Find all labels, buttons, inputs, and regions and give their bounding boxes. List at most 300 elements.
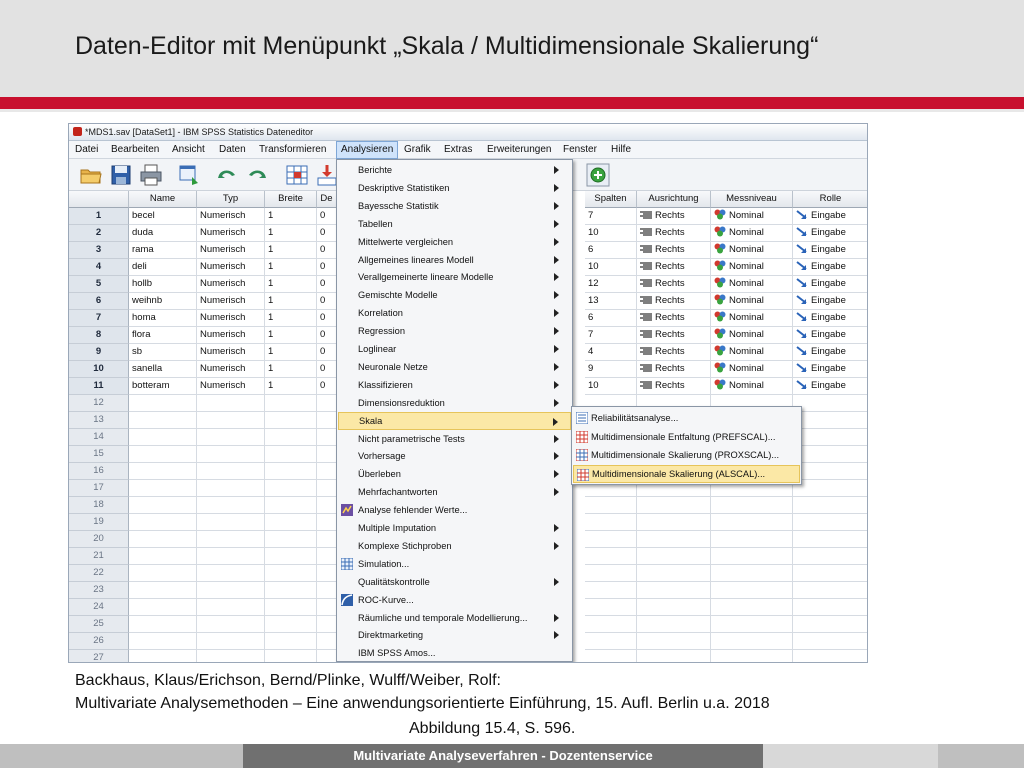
cell-spalten[interactable]: 7	[585, 327, 637, 344]
footer-right-segment	[763, 744, 938, 768]
menu-item-bayessche-statistik[interactable]	[338, 197, 571, 215]
empty-cell[interactable]	[197, 446, 265, 463]
menu-item-direktmarketing[interactable]	[338, 626, 571, 644]
empty-cell[interactable]	[317, 582, 337, 599]
cell-spalten[interactable]: 6	[585, 242, 637, 259]
empty-cell[interactable]	[793, 633, 868, 650]
empty-cell[interactable]	[265, 395, 317, 412]
row-number[interactable]: 19	[69, 514, 129, 531]
empty-cell[interactable]	[637, 633, 711, 650]
empty-cell[interactable]	[197, 463, 265, 480]
cell-messniveau[interactable]	[711, 225, 793, 242]
row-number[interactable]: 7	[69, 310, 129, 327]
cell-breite[interactable]: 1	[265, 208, 317, 225]
empty-cell[interactable]	[793, 616, 868, 633]
cell-spalten[interactable]: 13	[585, 293, 637, 310]
menu-item-deskriptive-statistiken[interactable]	[338, 179, 571, 197]
empty-cell[interactable]	[637, 514, 711, 531]
empty-cell[interactable]	[793, 497, 868, 514]
menu-grafik[interactable]: Grafik	[404, 144, 431, 155]
empty-cell[interactable]	[265, 514, 317, 531]
empty-cell[interactable]	[637, 531, 711, 548]
empty-cell[interactable]	[711, 565, 793, 582]
cell-breite[interactable]: 1	[265, 242, 317, 259]
empty-cell[interactable]	[585, 514, 637, 531]
empty-cell[interactable]	[265, 412, 317, 429]
row-number[interactable]: 22	[69, 565, 129, 582]
cell-spalten[interactable]: 10	[585, 225, 637, 242]
row-number[interactable]: 13	[69, 412, 129, 429]
empty-cell[interactable]	[197, 633, 265, 650]
empty-cell[interactable]	[265, 446, 317, 463]
cell-typ[interactable]: Numerisch	[197, 242, 265, 259]
menu-item-skala[interactable]	[338, 412, 571, 430]
row-number[interactable]: 9	[69, 344, 129, 361]
cell-spalten[interactable]: 7	[585, 208, 637, 225]
empty-cell[interactable]	[265, 582, 317, 599]
cell-messniveau[interactable]	[711, 293, 793, 310]
cell-rolle[interactable]	[793, 259, 868, 276]
empty-cell[interactable]	[317, 480, 337, 497]
cell-spalten[interactable]: 10	[585, 259, 637, 276]
column-header-messniveau[interactable]: Messniveau	[711, 191, 793, 208]
empty-cell[interactable]	[711, 582, 793, 599]
empty-cell[interactable]	[197, 514, 265, 531]
cell-name[interactable]: weihnb	[129, 293, 197, 310]
empty-cell[interactable]	[637, 599, 711, 616]
empty-cell[interactable]	[317, 429, 337, 446]
save-icon[interactable]	[109, 163, 133, 187]
cell-spalten[interactable]: 12	[585, 276, 637, 293]
undo-icon[interactable]	[215, 163, 239, 187]
row-number[interactable]: 3	[69, 242, 129, 259]
empty-cell[interactable]	[711, 616, 793, 633]
footer-end-segment	[938, 744, 1024, 768]
row-number[interactable]: 15	[69, 446, 129, 463]
cell-typ[interactable]: Numerisch	[197, 378, 265, 395]
empty-cell[interactable]	[637, 582, 711, 599]
empty-cell[interactable]	[197, 480, 265, 497]
empty-cell[interactable]	[129, 412, 197, 429]
cell-messniveau[interactable]	[711, 242, 793, 259]
empty-cell[interactable]	[793, 412, 868, 429]
cell-typ[interactable]: Numerisch	[197, 276, 265, 293]
cell-messniveau[interactable]	[711, 259, 793, 276]
empty-cell[interactable]	[197, 548, 265, 565]
empty-cell[interactable]	[317, 650, 337, 663]
menu-item-allgemeines-lineares-modell[interactable]	[338, 251, 571, 269]
empty-cell[interactable]	[793, 531, 868, 548]
empty-cell[interactable]	[711, 514, 793, 531]
empty-cell[interactable]	[197, 412, 265, 429]
menu-item-korrelation[interactable]	[338, 304, 571, 322]
cell-ausrichtung[interactable]	[637, 344, 711, 361]
empty-cell[interactable]	[197, 650, 265, 663]
submenu-arrow-icon	[554, 524, 559, 532]
row-number[interactable]: 2	[69, 225, 129, 242]
cell-ausrichtung[interactable]	[637, 225, 711, 242]
menu-datei[interactable]: Datei	[75, 144, 99, 155]
menu-item-berichte[interactable]	[338, 161, 571, 179]
empty-cell[interactable]	[793, 429, 868, 446]
menu-daten[interactable]: Daten	[219, 144, 246, 155]
empty-cell[interactable]	[129, 582, 197, 599]
cell-typ[interactable]: Numerisch	[197, 259, 265, 276]
cell-rolle[interactable]	[793, 293, 868, 310]
row-number[interactable]: 4	[69, 259, 129, 276]
submenu-item-3[interactable]	[573, 446, 800, 464]
empty-cell[interactable]	[197, 395, 265, 412]
empty-cell[interactable]	[129, 650, 197, 663]
ausrichtung-value: Rechts	[655, 278, 685, 289]
empty-cell[interactable]	[585, 616, 637, 633]
cell-name[interactable]: flora	[129, 327, 197, 344]
empty-cell[interactable]	[265, 480, 317, 497]
empty-cell[interactable]	[585, 497, 637, 514]
menu-hilfe[interactable]: Hilfe	[611, 144, 632, 155]
empty-cell[interactable]	[129, 497, 197, 514]
empty-cell[interactable]	[793, 395, 868, 412]
empty-cell[interactable]	[585, 565, 637, 582]
print-icon[interactable]	[139, 163, 163, 187]
row-number[interactable]: 1	[69, 208, 129, 225]
menu-erweiterungen[interactable]: Erweiterungen	[487, 144, 552, 155]
cell-dezimalstellen[interactable]: 0	[317, 293, 337, 310]
menu-item-vorhersage[interactable]	[338, 447, 571, 465]
empty-cell[interactable]	[265, 429, 317, 446]
empty-cell[interactable]	[129, 565, 197, 582]
empty-cell[interactable]	[317, 633, 337, 650]
cell-name[interactable]: sanella	[129, 361, 197, 378]
dialog-recall-icon[interactable]	[177, 163, 201, 187]
cell-breite[interactable]: 1	[265, 310, 317, 327]
empty-cell[interactable]	[265, 633, 317, 650]
menu-item-überleben[interactable]	[338, 465, 571, 483]
row-number[interactable]: 24	[69, 599, 129, 616]
cell-name[interactable]: rama	[129, 242, 197, 259]
menu-item-mittelwerte-vergleichen[interactable]	[338, 233, 571, 251]
cell-typ[interactable]: Numerisch	[197, 225, 265, 242]
row-number[interactable]: 17	[69, 480, 129, 497]
cell-name[interactable]: hollb	[129, 276, 197, 293]
menu-item-nicht-parametrische-tests[interactable]	[338, 430, 571, 448]
menu-item-neuronale-netze[interactable]	[338, 358, 571, 376]
empty-cell[interactable]	[197, 531, 265, 548]
column-header-rolle[interactable]: Rolle	[793, 191, 868, 208]
cell-typ[interactable]: Numerisch	[197, 327, 265, 344]
cell-dezimalstellen[interactable]: 0	[317, 378, 337, 395]
menu-item-qualitätskontrolle[interactable]	[338, 573, 571, 591]
cell-ausrichtung[interactable]	[637, 208, 711, 225]
submenu-arrow-icon	[554, 578, 559, 586]
empty-cell[interactable]	[129, 446, 197, 463]
menu-item-roc-kurve[interactable]	[338, 591, 571, 609]
column-header-ausrichtung[interactable]: Ausrichtung	[637, 191, 711, 208]
empty-cell[interactable]	[129, 463, 197, 480]
empty-cell[interactable]	[129, 480, 197, 497]
cell-ausrichtung[interactable]	[637, 276, 711, 293]
empty-cell[interactable]	[317, 565, 337, 582]
empty-cell[interactable]	[129, 514, 197, 531]
menu-item-mehrfachantworten[interactable]	[338, 483, 571, 501]
row-number[interactable]: 27	[69, 650, 129, 663]
empty-cell[interactable]	[585, 548, 637, 565]
empty-cell[interactable]	[793, 446, 868, 463]
row-number[interactable]: 21	[69, 548, 129, 565]
empty-cell[interactable]	[129, 633, 197, 650]
column-header-breite[interactable]: Breite	[265, 191, 317, 208]
empty-cell[interactable]	[129, 395, 197, 412]
empty-cell[interactable]	[585, 582, 637, 599]
empty-cell[interactable]	[793, 650, 868, 663]
align-right-icon	[640, 245, 652, 254]
goto-case-icon[interactable]	[285, 163, 309, 187]
row-number[interactable]: 14	[69, 429, 129, 446]
cell-messniveau[interactable]	[711, 344, 793, 361]
empty-cell[interactable]	[317, 446, 337, 463]
row-number[interactable]: 6	[69, 293, 129, 310]
empty-cell[interactable]	[197, 497, 265, 514]
empty-cell[interactable]	[585, 531, 637, 548]
cell-breite[interactable]: 1	[265, 276, 317, 293]
empty-cell[interactable]	[265, 565, 317, 582]
column-header-typ[interactable]: Typ	[197, 191, 265, 208]
row-number[interactable]: 11	[69, 378, 129, 395]
cell-breite[interactable]: 1	[265, 293, 317, 310]
cell-dezimalstellen[interactable]: 0	[317, 276, 337, 293]
empty-cell[interactable]	[711, 650, 793, 663]
menu-item-regression[interactable]	[338, 322, 571, 340]
empty-cell[interactable]	[317, 616, 337, 633]
cell-messniveau[interactable]	[711, 361, 793, 378]
row-number[interactable]: 12	[69, 395, 129, 412]
cell-spalten[interactable]: 6	[585, 310, 637, 327]
row-number[interactable]: 23	[69, 582, 129, 599]
add-icon[interactable]	[586, 163, 610, 187]
empty-cell[interactable]	[793, 463, 868, 480]
row-number[interactable]: 26	[69, 633, 129, 650]
menu-item-räumliche-und-temporale-modellierung[interactable]	[338, 609, 571, 627]
cell-typ[interactable]: Numerisch	[197, 208, 265, 225]
cell-rolle[interactable]	[793, 378, 868, 395]
cell-ausrichtung[interactable]	[637, 378, 711, 395]
cell-rolle[interactable]	[793, 344, 868, 361]
cell-dezimalstellen[interactable]: 0	[317, 208, 337, 225]
cell-spalten[interactable]: 4	[585, 344, 637, 361]
empty-cell[interactable]	[711, 633, 793, 650]
empty-cell[interactable]	[637, 497, 711, 514]
cell-dezimalstellen[interactable]: 0	[317, 327, 337, 344]
cell-rolle[interactable]	[793, 225, 868, 242]
submenu-item-4[interactable]	[573, 465, 800, 483]
window-titlebar[interactable]	[69, 124, 868, 141]
menu-transformieren[interactable]: Transformieren	[259, 144, 327, 155]
empty-cell[interactable]	[637, 565, 711, 582]
empty-cell[interactable]	[317, 548, 337, 565]
cell-messniveau[interactable]	[711, 327, 793, 344]
empty-cell[interactable]	[793, 599, 868, 616]
menu-fenster[interactable]: Fenster	[563, 144, 597, 155]
cell-name[interactable]: duda	[129, 225, 197, 242]
open-icon[interactable]	[79, 163, 103, 187]
redo-icon[interactable]	[245, 163, 269, 187]
empty-cell[interactable]	[129, 531, 197, 548]
cell-ausrichtung[interactable]	[637, 293, 711, 310]
cell-spalten[interactable]: 10	[585, 378, 637, 395]
empty-cell[interactable]	[197, 599, 265, 616]
menu-item-analyse-fehlender-werte[interactable]	[338, 501, 571, 519]
empty-cell[interactable]	[317, 531, 337, 548]
empty-cell[interactable]	[793, 514, 868, 531]
empty-cell[interactable]	[793, 548, 868, 565]
row-number[interactable]: 25	[69, 616, 129, 633]
submenu-arrow-icon	[554, 256, 559, 264]
cell-typ[interactable]: Numerisch	[197, 361, 265, 378]
empty-cell[interactable]	[197, 565, 265, 582]
empty-cell[interactable]	[317, 599, 337, 616]
cell-ausrichtung[interactable]	[637, 242, 711, 259]
cell-name[interactable]: deli	[129, 259, 197, 276]
cell-rolle[interactable]	[793, 361, 868, 378]
row-number[interactable]: 16	[69, 463, 129, 480]
menu-item-gemischte-modelle[interactable]	[338, 286, 571, 304]
cell-ausrichtung[interactable]	[637, 361, 711, 378]
empty-cell[interactable]	[317, 497, 337, 514]
column-header-name[interactable]: Name	[129, 191, 197, 208]
empty-cell[interactable]	[793, 582, 868, 599]
cell-breite[interactable]: 1	[265, 361, 317, 378]
cell-breite[interactable]: 1	[265, 344, 317, 361]
empty-cell[interactable]	[197, 429, 265, 446]
cell-messniveau[interactable]	[711, 378, 793, 395]
cell-typ[interactable]: Numerisch	[197, 344, 265, 361]
cell-rolle[interactable]	[793, 208, 868, 225]
window-title: *MDS1.sav [DataSet1] - IBM SPSS Statistics Dateneditor	[85, 127, 314, 137]
empty-cell[interactable]	[711, 548, 793, 565]
accent-bar-shadow	[0, 109, 1024, 112]
empty-cell[interactable]	[317, 395, 337, 412]
menu-bearbeiten[interactable]: Bearbeiten	[111, 144, 160, 155]
empty-cell[interactable]	[129, 616, 197, 633]
menu-item-simulation[interactable]	[338, 555, 571, 573]
empty-cell[interactable]	[711, 531, 793, 548]
empty-cell[interactable]	[793, 480, 868, 497]
empty-cell[interactable]	[129, 548, 197, 565]
menu-item-tabellen[interactable]	[338, 215, 571, 233]
cell-dezimalstellen[interactable]: 0	[317, 361, 337, 378]
cell-ausrichtung[interactable]	[637, 327, 711, 344]
cell-name[interactable]: botteram	[129, 378, 197, 395]
empty-cell[interactable]	[711, 497, 793, 514]
row-number[interactable]: 20	[69, 531, 129, 548]
cell-ausrichtung[interactable]	[637, 259, 711, 276]
menu-item-multiple-imputation[interactable]	[338, 519, 571, 537]
spss-app-icon	[73, 127, 82, 136]
submenu-item-2[interactable]	[573, 428, 800, 446]
cell-breite[interactable]: 1	[265, 378, 317, 395]
menu-extras[interactable]: Extras	[444, 144, 473, 155]
menu-item-label: Tabellen	[358, 218, 393, 229]
empty-cell[interactable]	[793, 565, 868, 582]
nominal-icon	[714, 277, 726, 288]
empty-cell[interactable]	[265, 497, 317, 514]
empty-cell[interactable]	[585, 650, 637, 663]
empty-cell[interactable]	[197, 582, 265, 599]
menu-item-klassifizieren[interactable]	[338, 376, 571, 394]
empty-cell[interactable]	[585, 633, 637, 650]
empty-cell[interactable]	[317, 514, 337, 531]
empty-cell[interactable]	[265, 650, 317, 663]
menu-item-ibm-spss-amos[interactable]	[338, 644, 571, 662]
missing-values-icon	[341, 504, 353, 516]
column-header-dezimalstellen[interactable]: De	[317, 191, 337, 208]
proxscal-icon	[576, 449, 588, 461]
submenu-item-1[interactable]	[573, 409, 800, 427]
cell-breite[interactable]: 1	[265, 259, 317, 276]
menu-item-verallgemeinerte-lineare-modelle[interactable]	[338, 268, 571, 286]
cell-spalten[interactable]: 9	[585, 361, 637, 378]
row-number[interactable]: 5	[69, 276, 129, 293]
menu-item-komplexe-stichproben[interactable]	[338, 537, 571, 555]
cell-breite[interactable]: 1	[265, 225, 317, 242]
menu-ansicht[interactable]: Ansicht	[172, 144, 205, 155]
menu-analysieren[interactable]: Analysieren	[336, 141, 398, 159]
align-right-icon	[640, 228, 652, 237]
cell-dezimalstellen[interactable]: 0	[317, 259, 337, 276]
menu-item-loglinear[interactable]	[338, 340, 571, 358]
empty-cell[interactable]	[265, 531, 317, 548]
cell-rolle[interactable]	[793, 327, 868, 344]
cell-breite[interactable]: 1	[265, 327, 317, 344]
cell-dezimalstellen[interactable]: 0	[317, 242, 337, 259]
empty-cell[interactable]	[585, 599, 637, 616]
column-header-spalten[interactable]: Spalten	[585, 191, 637, 208]
cell-messniveau[interactable]	[711, 276, 793, 293]
cell-dezimalstellen[interactable]: 0	[317, 225, 337, 242]
cell-ausrichtung[interactable]	[637, 310, 711, 327]
cell-messniveau[interactable]	[711, 208, 793, 225]
cell-rolle[interactable]	[793, 242, 868, 259]
empty-cell[interactable]	[129, 429, 197, 446]
cell-dezimalstellen[interactable]: 0	[317, 344, 337, 361]
cell-rolle[interactable]	[793, 276, 868, 293]
empty-cell[interactable]	[711, 599, 793, 616]
empty-cell[interactable]	[637, 548, 711, 565]
cell-dezimalstellen[interactable]: 0	[317, 310, 337, 327]
cell-typ[interactable]: Numerisch	[197, 293, 265, 310]
empty-cell[interactable]	[637, 616, 711, 633]
row-number[interactable]: 8	[69, 327, 129, 344]
empty-cell[interactable]	[265, 463, 317, 480]
cell-typ[interactable]: Numerisch	[197, 310, 265, 327]
empty-cell[interactable]	[637, 650, 711, 663]
row-number[interactable]: 10	[69, 361, 129, 378]
cell-name[interactable]: becel	[129, 208, 197, 225]
cell-rolle[interactable]	[793, 310, 868, 327]
empty-cell[interactable]	[317, 412, 337, 429]
cell-name[interactable]: homa	[129, 310, 197, 327]
menu-item-dimensionsreduktion[interactable]	[338, 394, 571, 412]
cell-messniveau[interactable]	[711, 310, 793, 327]
empty-cell[interactable]	[265, 616, 317, 633]
empty-cell[interactable]	[317, 463, 337, 480]
row-number[interactable]: 18	[69, 497, 129, 514]
empty-cell[interactable]	[129, 599, 197, 616]
empty-cell[interactable]	[265, 599, 317, 616]
cell-name[interactable]: sb	[129, 344, 197, 361]
empty-cell[interactable]	[197, 616, 265, 633]
empty-cell[interactable]	[265, 548, 317, 565]
